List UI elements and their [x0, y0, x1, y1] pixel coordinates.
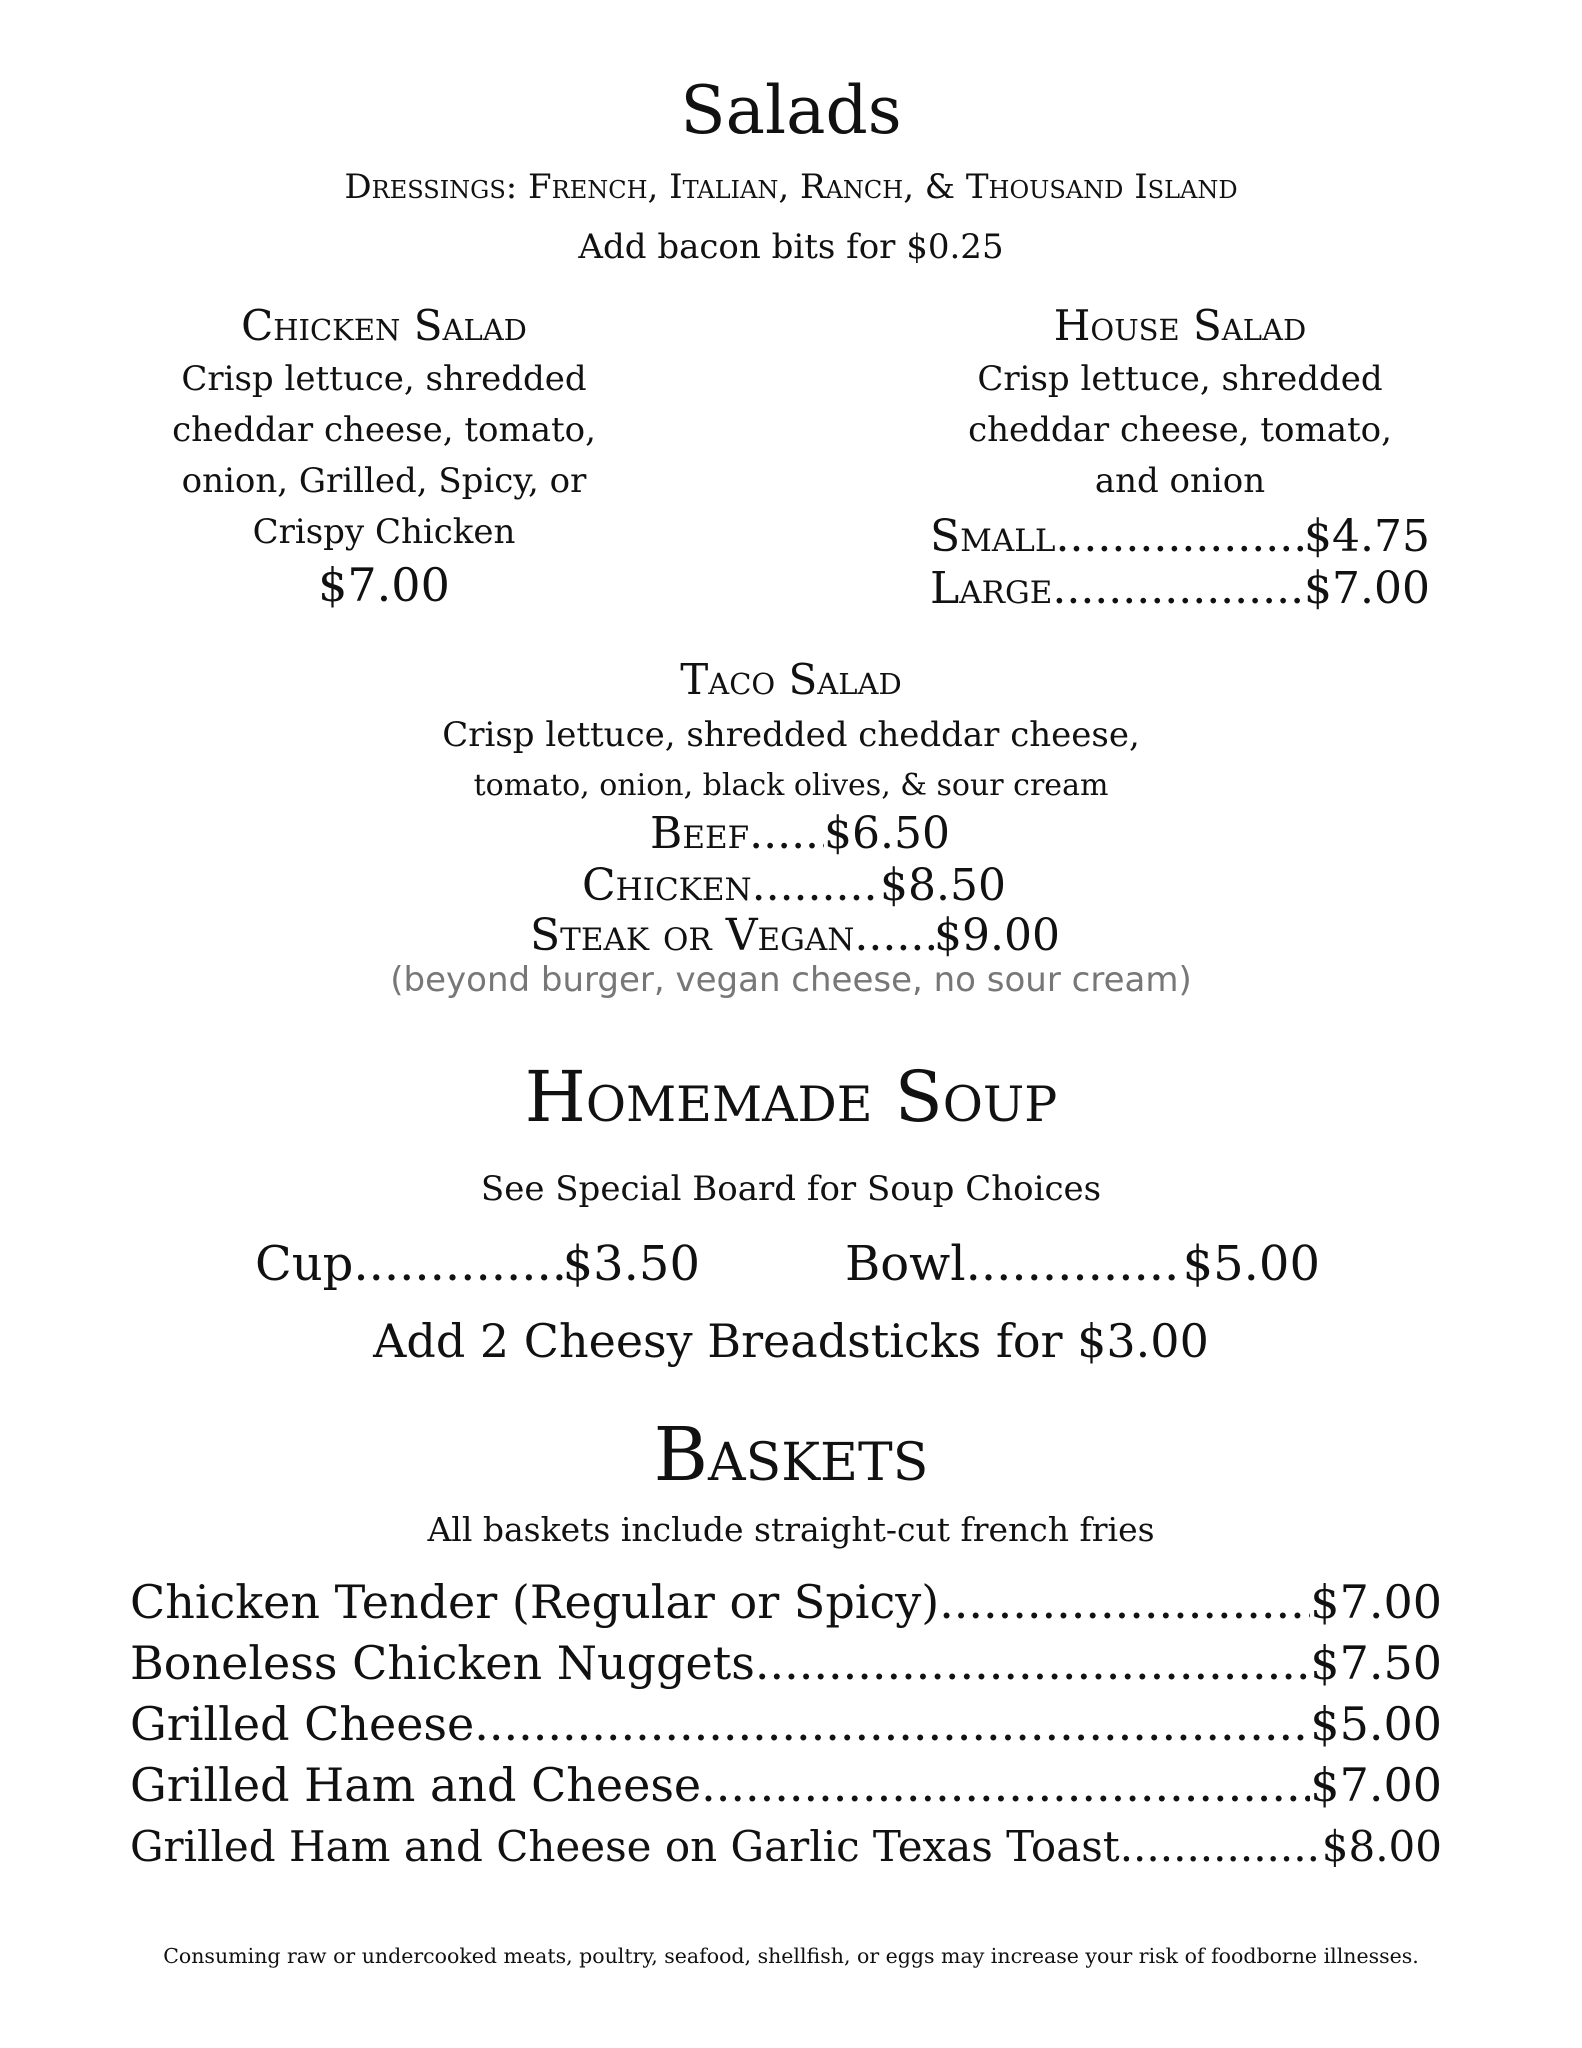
baskets-title: Baskets — [653, 1412, 929, 1498]
house-salad — [930, 298, 1430, 507]
list-item — [130, 1755, 1442, 1816]
basket-name: Grilled Cheese — [130, 1697, 475, 1751]
leader-dots — [854, 910, 934, 962]
basket-name: Boneless Chicken Nuggets — [130, 1636, 755, 1690]
soup-bowl-row — [845, 1234, 1320, 1294]
basket-price: $7.00 — [1310, 1758, 1442, 1812]
taco-salad-name: Taco Salad — [680, 655, 902, 704]
chicken-salad-desc-4: Crispy Chicken — [252, 512, 516, 552]
leader-dots — [1052, 562, 1304, 616]
leader-dots — [749, 808, 824, 860]
house-large-label: Large — [930, 563, 1053, 614]
taco-chicken-row — [582, 860, 1006, 912]
list-item — [130, 1633, 1442, 1694]
chicken-salad-desc-2: cheddar cheese, tomato, — [172, 410, 596, 450]
basket-price: $7.00 — [1310, 1575, 1442, 1629]
soup-cup-label: Cup — [255, 1236, 354, 1292]
baskets-subtitle: All baskets include straight-cut french fries — [427, 1510, 1155, 1549]
chicken-salad — [134, 298, 634, 612]
leader-dots — [1120, 1816, 1322, 1877]
house-small-label: Small — [930, 511, 1056, 562]
house-salad-desc-3: and onion — [1094, 461, 1266, 501]
dressings-line: Dressings: French, Italian, Ranch, & Thousand Island — [344, 167, 1238, 207]
foodborne-disclaimer: Consuming raw or undercooked meats, poultry, seafood, shellfish, or eggs may increase your risk of foodborne illnesses. — [163, 1944, 1419, 1968]
taco-chicken-price: $8.50 — [880, 860, 1006, 911]
house-salad-desc-2: cheddar cheese, tomato, — [968, 410, 1392, 450]
taco-steak-vegan-row — [530, 910, 1060, 962]
basket-price: $5.00 — [1310, 1697, 1442, 1751]
chicken-salad-desc-1: Crisp lettuce, shredded — [181, 359, 587, 399]
basket-price: $8.00 — [1321, 1822, 1442, 1871]
leader-dots — [1055, 510, 1304, 564]
leader-dots — [755, 1633, 1310, 1694]
leader-dots — [474, 1694, 1310, 1755]
salads-title: Salads — [680, 72, 902, 149]
basket-name: Chicken Tender (Regular or Spicy) — [130, 1575, 940, 1629]
taco-vegan-note: (beyond burger, vegan cheese, no sour cream) — [390, 960, 1192, 1000]
taco-chicken-label: Chicken — [582, 860, 752, 911]
bacon-addon: Add bacon bits for $0.25 — [578, 227, 1004, 267]
soup-title: Homemade Soup — [524, 1056, 1058, 1138]
soup-bowl-price: $5.00 — [1182, 1236, 1320, 1292]
soup-bowl-label: Bowl — [845, 1236, 966, 1292]
leader-dots — [701, 1755, 1310, 1816]
basket-name: Grilled Ham and Cheese on Garlic Texas Toast — [130, 1822, 1120, 1871]
taco-steak-vegan-label: Steak or Vegan — [530, 910, 855, 961]
house-small-price: $4.75 — [1304, 511, 1430, 562]
soup-cup-price: $3.50 — [562, 1236, 700, 1292]
list-item — [130, 1572, 1442, 1633]
basket-price: $7.50 — [1310, 1636, 1442, 1690]
house-salad-small-row — [930, 510, 1430, 564]
taco-beef-label: Beef — [650, 808, 750, 859]
taco-salad-desc-2: tomato, onion, black olives, & sour cream — [473, 768, 1109, 803]
leader-dots — [353, 1234, 562, 1294]
chicken-salad-price: $7.00 — [318, 558, 450, 612]
baskets-list — [130, 1572, 1442, 1877]
taco-beef-row — [650, 808, 950, 860]
house-salad-large-row — [930, 562, 1430, 616]
house-salad-name: House Salad — [1053, 301, 1307, 350]
chicken-salad-name: Chicken Salad — [241, 301, 527, 350]
chicken-salad-desc-3: onion, Grilled, Spicy, or — [181, 461, 587, 501]
leader-dots — [752, 860, 880, 912]
house-salad-desc-1: Crisp lettuce, shredded — [977, 359, 1383, 399]
soup-cup-row — [255, 1234, 700, 1294]
taco-steak-vegan-price: $9.00 — [934, 910, 1060, 961]
list-item — [130, 1816, 1442, 1877]
taco-salad-desc-1: Crisp lettuce, shredded cheddar cheese, — [442, 715, 1140, 755]
basket-name: Grilled Ham and Cheese — [130, 1758, 702, 1812]
list-item — [130, 1694, 1442, 1755]
leader-dots — [966, 1234, 1183, 1294]
taco-beef-price: $6.50 — [824, 808, 950, 859]
leader-dots — [939, 1572, 1310, 1633]
house-large-price: $7.00 — [1304, 563, 1430, 614]
soup-subtitle: See Special Board for Soup Choices — [480, 1169, 1102, 1209]
breadsticks-addon: Add 2 Cheesy Breadsticks for $3.00 — [373, 1314, 1209, 1368]
